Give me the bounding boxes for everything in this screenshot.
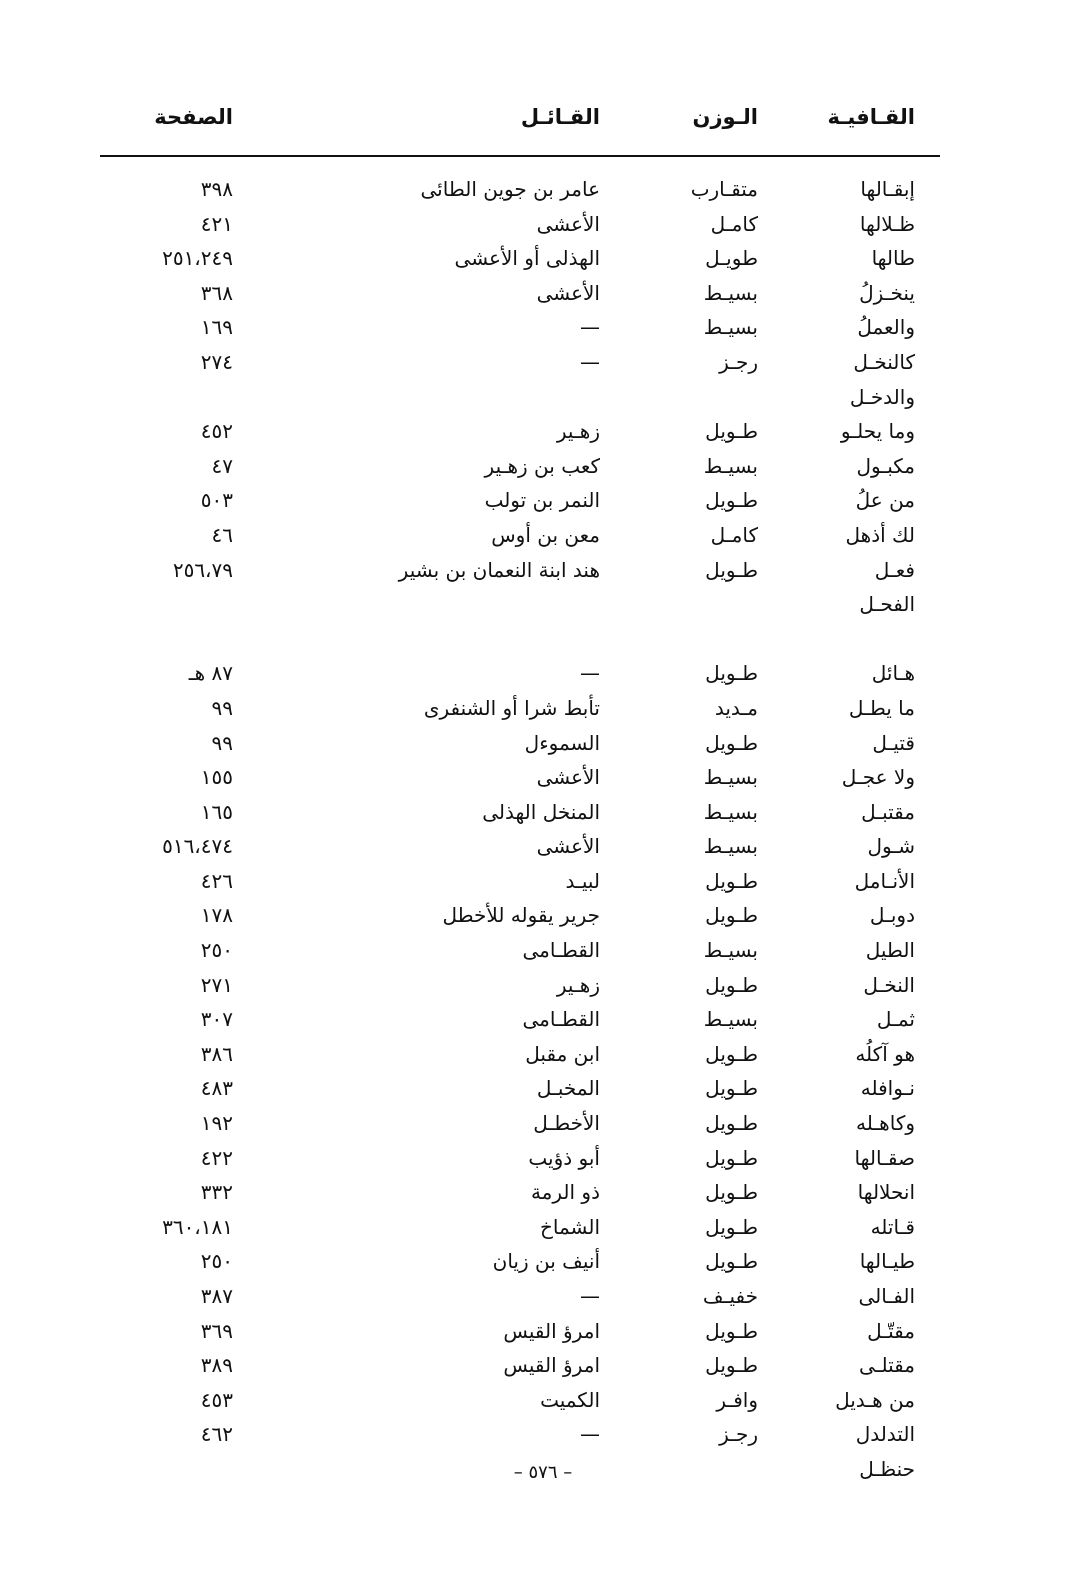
page-cell: ١٥٥ bbox=[200, 765, 233, 790]
table-row bbox=[0, 1417, 1086, 1452]
poet-cell: الكميت bbox=[540, 1387, 600, 1412]
table-row bbox=[0, 587, 1086, 622]
rhyme-cell: قـاتله bbox=[870, 1214, 915, 1239]
meter-cell: كامـل bbox=[710, 522, 758, 547]
poet-cell: معن بن أوس bbox=[491, 522, 600, 547]
page-cell: ٣٩٨ bbox=[200, 177, 233, 201]
table-row bbox=[0, 691, 1086, 726]
rhyme-cell: نـوافله bbox=[860, 1076, 915, 1101]
poet-cell: — bbox=[580, 661, 600, 686]
meter-cell: طـويل bbox=[705, 419, 758, 444]
meter-cell: بسيـط bbox=[703, 315, 758, 340]
page-cell: ٢٥٠ bbox=[200, 1249, 233, 1274]
meter-cell: طـويل bbox=[705, 1180, 758, 1205]
rhyme-index-table bbox=[0, 172, 1086, 1487]
poet-cell: المنخل الهذلى bbox=[482, 799, 600, 824]
poet-cell: الشماخ bbox=[539, 1214, 600, 1239]
table-row bbox=[0, 1002, 1086, 1037]
page-cell: ٩٩ bbox=[211, 695, 233, 720]
meter-cell: طـويل bbox=[705, 1318, 758, 1343]
page-cell: ٥٠٣ bbox=[200, 488, 233, 513]
page-cell: ٨٧ هـ bbox=[188, 661, 233, 686]
page-cell: ١٩٢ bbox=[200, 1111, 233, 1136]
page-number: – ٥٧٦ – bbox=[513, 1462, 573, 1483]
page-cell: ٩٩ bbox=[211, 730, 233, 755]
meter-cell: مـديد bbox=[714, 695, 758, 720]
poet-cell: زهـير bbox=[556, 419, 600, 444]
meter-cell: طـويل bbox=[705, 557, 758, 582]
meter-cell: طـويل bbox=[705, 903, 758, 928]
table-row bbox=[0, 795, 1086, 830]
table-row bbox=[0, 1383, 1086, 1418]
poet-cell: عامر بن جوين الطائى bbox=[420, 177, 600, 201]
table-row bbox=[0, 1348, 1086, 1383]
page-cell: ٥١٦،٤٧٤ bbox=[162, 834, 233, 859]
meter-cell: كامـل bbox=[710, 211, 758, 236]
table-row bbox=[0, 1037, 1086, 1072]
rhyme-cell: النخـل bbox=[863, 972, 915, 997]
rhyme-cell: والعملُ bbox=[857, 315, 915, 340]
rhyme-cell: فعـل bbox=[874, 557, 915, 582]
poet-cell: — bbox=[580, 349, 600, 374]
meter-cell: طـويل bbox=[705, 488, 758, 513]
table-row bbox=[0, 276, 1086, 311]
meter-cell: بسيـط bbox=[703, 280, 758, 305]
meter-cell: طـويل bbox=[705, 1111, 758, 1136]
table-row bbox=[0, 1279, 1086, 1314]
meter-cell: طـويل bbox=[705, 1041, 758, 1066]
poet-cell: الأعشى bbox=[536, 280, 600, 305]
rhyme-cell: ظـلالها bbox=[859, 211, 915, 236]
page-cell: ٣٨٩ bbox=[200, 1353, 233, 1378]
table-row bbox=[0, 380, 1086, 415]
header-divider bbox=[100, 155, 940, 157]
meter-cell: طويـل bbox=[705, 246, 758, 271]
rhyme-cell: حنظـل bbox=[859, 1456, 915, 1481]
page-cell: ٣٨٧ bbox=[200, 1284, 233, 1308]
page-cell: ٢٧١ bbox=[200, 972, 233, 997]
table-row bbox=[0, 483, 1086, 518]
poet-cell: — bbox=[580, 1422, 600, 1447]
table-row bbox=[0, 1141, 1086, 1176]
table-row bbox=[0, 1106, 1086, 1141]
poet-cell: الأعشى bbox=[536, 765, 600, 790]
meter-cell: طـويل bbox=[705, 1249, 758, 1274]
table-row bbox=[0, 968, 1086, 1003]
rhyme-cell: هـائل bbox=[871, 661, 915, 686]
rhyme-cell: مكبـول bbox=[856, 453, 915, 478]
page-cell: ١٧٨ bbox=[200, 903, 233, 928]
meter-cell: متقـارب bbox=[690, 177, 758, 201]
page-cell: ٤٥٣ bbox=[200, 1387, 233, 1412]
poet-cell: ذو الرمة bbox=[530, 1180, 600, 1205]
rhyme-cell: مقتلـى bbox=[858, 1353, 915, 1378]
poet-cell: القطـامى bbox=[522, 1007, 600, 1032]
page-cell: ٤٢١ bbox=[200, 211, 233, 236]
table-row bbox=[0, 241, 1086, 276]
rhyme-cell: من هـديل bbox=[835, 1387, 915, 1412]
table-row bbox=[0, 656, 1086, 691]
rhyme-cell: مقتبـل bbox=[861, 799, 915, 824]
poet-cell: زهـير bbox=[556, 972, 600, 997]
meter-cell: بسيـط bbox=[703, 765, 758, 790]
rhyme-cell: انحلالها bbox=[857, 1180, 915, 1205]
poet-cell: السموءل bbox=[524, 730, 600, 755]
table-row bbox=[0, 207, 1086, 242]
page-cell: ٤٢٦ bbox=[200, 868, 233, 893]
table-row bbox=[0, 1071, 1086, 1106]
rhyme-cell: دوبـل bbox=[869, 903, 915, 928]
page-cell: ٢٥٠ bbox=[200, 938, 233, 963]
page-cell: ٤٧ bbox=[211, 453, 233, 478]
meter-cell: بسيـط bbox=[703, 834, 758, 859]
rhyme-cell: ثمـل bbox=[876, 1007, 915, 1032]
table-row bbox=[0, 760, 1086, 795]
poet-cell: — bbox=[580, 1284, 600, 1308]
rhyme-cell: مقتّـل bbox=[867, 1318, 915, 1343]
rhyme-cell: إبقـالها bbox=[860, 177, 915, 201]
poet-cell: الأخطـل bbox=[533, 1111, 600, 1136]
poet-cell: امرؤ القيس bbox=[503, 1353, 600, 1378]
poet-cell: امرؤ القيس bbox=[503, 1318, 600, 1343]
page-cell: ٢٥٦،٧٩ bbox=[172, 557, 233, 582]
table-row bbox=[0, 553, 1086, 588]
rhyme-cell: ما يطـل bbox=[848, 695, 915, 720]
meter-cell: طـويل bbox=[705, 1145, 758, 1170]
rhyme-cell: والدخـل bbox=[849, 384, 915, 409]
table-row bbox=[0, 449, 1086, 484]
page-cell: ٣٣٢ bbox=[200, 1180, 233, 1205]
meter-cell: طـويل bbox=[705, 1076, 758, 1101]
poet-cell: هند ابنة النعمان بن بشير bbox=[398, 557, 600, 582]
page-cell: ٣٠٧ bbox=[200, 1007, 233, 1032]
rhyme-cell: ينخـزلُ bbox=[859, 280, 915, 305]
poet-cell: أبو ذؤيب bbox=[528, 1145, 600, 1170]
rhyme-cell: وكاهـله bbox=[855, 1111, 915, 1136]
meter-cell: بسيـط bbox=[703, 799, 758, 824]
page-cell: ٤٢٢ bbox=[200, 1145, 233, 1170]
table-row bbox=[0, 864, 1086, 899]
meter-cell: بسيـط bbox=[703, 1007, 758, 1032]
poet-cell: المخبـل bbox=[536, 1076, 600, 1101]
table-row bbox=[0, 933, 1086, 968]
table-row bbox=[0, 898, 1086, 933]
meter-cell: طـويل bbox=[705, 972, 758, 997]
page-cell: ٤٨٣ bbox=[200, 1076, 233, 1101]
page-cell: ٤٦ bbox=[211, 522, 233, 547]
poet-cell: أنيف بن زيان bbox=[492, 1249, 600, 1274]
poet-cell: الهذلى أو الأعشى bbox=[454, 246, 600, 271]
table-header bbox=[0, 100, 1086, 140]
page-cell: ٢٧٤ bbox=[200, 349, 233, 374]
rhyme-cell: كالنخـل bbox=[853, 349, 915, 374]
rhyme-cell: صقـالها bbox=[854, 1145, 915, 1170]
meter-cell: رجـز bbox=[719, 349, 758, 374]
meter-cell: خفيـف bbox=[702, 1284, 758, 1308]
table-row bbox=[0, 1244, 1086, 1279]
header-poet: القـائـل bbox=[520, 105, 600, 129]
rhyme-cell: طالها bbox=[871, 246, 915, 271]
page-cell: ١٦٥ bbox=[200, 799, 233, 824]
rhyme-cell: من علُ bbox=[855, 488, 915, 513]
rhyme-cell: وما يحلـو bbox=[840, 419, 915, 444]
table-row bbox=[0, 829, 1086, 864]
rhyme-cell: شـول bbox=[867, 834, 915, 859]
meter-cell: طـويل bbox=[705, 730, 758, 755]
poet-cell: تأبط شرا أو الشنفرى bbox=[423, 695, 600, 720]
poet-cell: الأعشى bbox=[536, 211, 600, 236]
poet-cell: — bbox=[580, 315, 600, 340]
poet-cell: ابن مقبل bbox=[525, 1041, 600, 1066]
header-meter: الـوزن bbox=[692, 105, 758, 129]
rhyme-cell: التدلدل bbox=[855, 1422, 915, 1447]
page-cell: ٤٦٢ bbox=[200, 1422, 233, 1447]
poet-cell: الأعشى bbox=[536, 834, 600, 859]
rhyme-cell: الفـالى bbox=[858, 1284, 915, 1308]
table-row bbox=[0, 310, 1086, 345]
header-page: الصفحة bbox=[154, 105, 233, 129]
rhyme-cell: هو آكلُه bbox=[855, 1041, 915, 1066]
meter-cell: طـويل bbox=[705, 1353, 758, 1378]
meter-cell: طـويل bbox=[705, 661, 758, 686]
table-row bbox=[0, 172, 1086, 207]
meter-cell: طـويل bbox=[705, 1214, 758, 1239]
table-row bbox=[0, 726, 1086, 761]
poet-cell: لبيـد bbox=[565, 868, 600, 893]
meter-cell: بسيـط bbox=[703, 453, 758, 478]
page-cell: ٣٦٨ bbox=[200, 280, 233, 305]
page-cell: ٤٥٢ bbox=[200, 419, 233, 444]
rhyme-cell: ولا عجـل bbox=[841, 765, 915, 790]
poet-cell: النمر بن تولب bbox=[484, 488, 600, 513]
page-cell: ٣٦٩ bbox=[200, 1318, 233, 1343]
page-cell: ٢٥١،٢٤٩ bbox=[162, 246, 233, 271]
meter-cell: رجـز bbox=[719, 1422, 758, 1447]
poet-cell: كعب بن زهـير bbox=[484, 453, 600, 478]
page-cell: ١٦٩ bbox=[200, 315, 233, 340]
poet-cell: القطـامى bbox=[522, 938, 600, 963]
rhyme-cell: الطيل bbox=[865, 938, 915, 963]
rhyme-cell: قتيـل bbox=[872, 730, 915, 755]
meter-cell: بسيـط bbox=[703, 938, 758, 963]
poet-cell: جرير يقوله للأخطل bbox=[442, 903, 600, 928]
header-rhyme: القـافيـة bbox=[827, 105, 915, 129]
page-cell: ٣٦٠،١٨١ bbox=[162, 1214, 233, 1239]
table-row bbox=[0, 622, 1086, 657]
table-row bbox=[0, 518, 1086, 553]
table-row bbox=[0, 414, 1086, 449]
page-cell: ٣٨٦ bbox=[200, 1041, 233, 1066]
rhyme-cell: الفحـل bbox=[859, 592, 915, 617]
table-row bbox=[0, 1175, 1086, 1210]
meter-cell: طـويل bbox=[705, 868, 758, 893]
rhyme-cell: طيـالها bbox=[859, 1249, 915, 1274]
meter-cell: وافـر bbox=[716, 1387, 758, 1412]
table-row bbox=[0, 1210, 1086, 1245]
table-row bbox=[0, 345, 1086, 380]
rhyme-cell: لك أذهل bbox=[845, 522, 915, 547]
table-row bbox=[0, 1314, 1086, 1349]
rhyme-cell: الأنـامل bbox=[854, 868, 915, 893]
